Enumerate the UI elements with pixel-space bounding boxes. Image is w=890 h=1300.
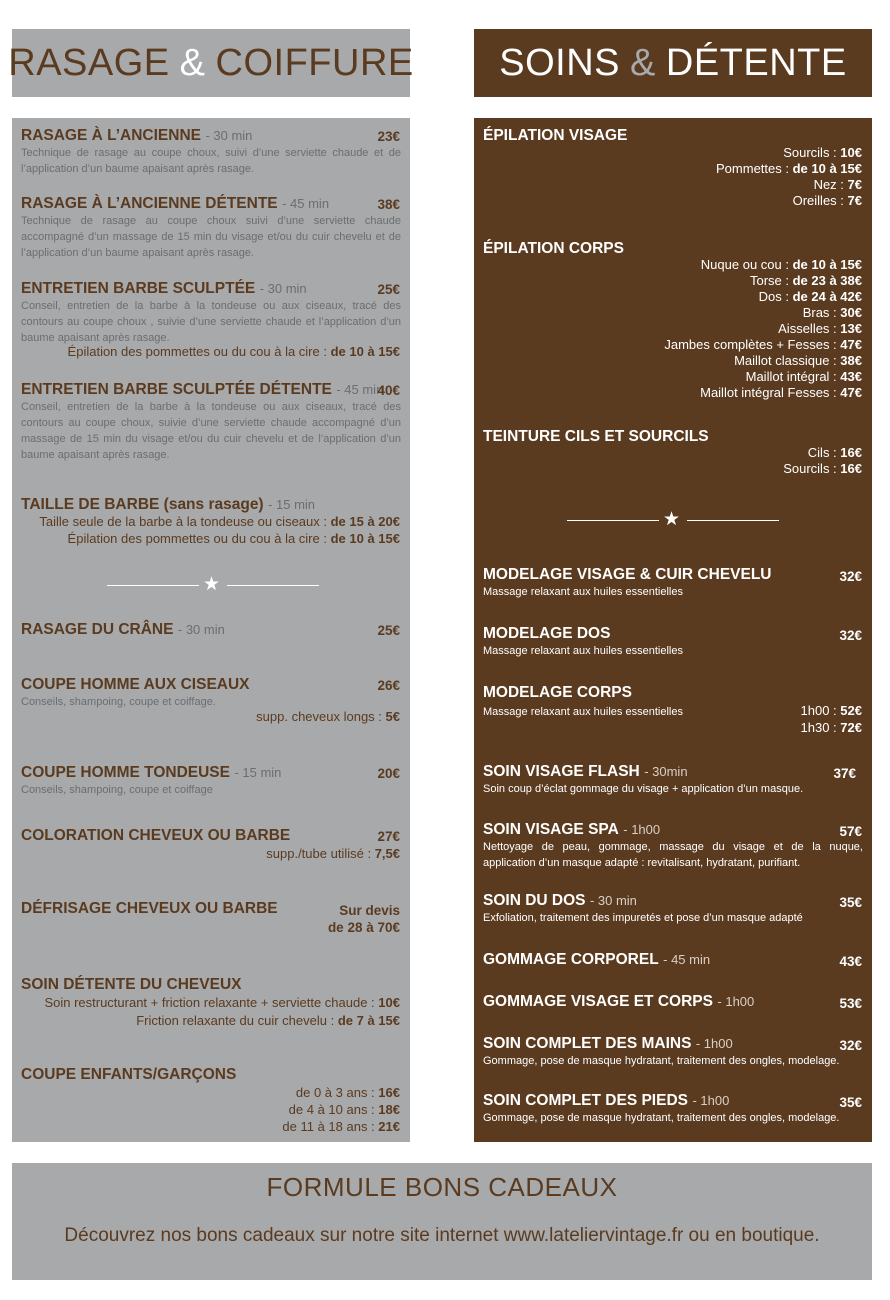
panel-rasage-coiffure	[12, 118, 410, 1142]
option-label: Épilation des pommettes ou du cou à la cire :	[67, 344, 327, 359]
service-title	[483, 993, 754, 1011]
option-label: Maillot intégral Fesses :	[700, 385, 837, 400]
divider-line	[687, 520, 779, 521]
service-price: 32€	[839, 569, 862, 584]
gift-voucher-text: Découvrez nos bons cadeaux sur notre site internet www.lateliervintage.fr ou en boutique.	[64, 1225, 820, 1246]
service-title	[21, 496, 315, 514]
service-duration: - 30 min	[177, 622, 225, 637]
service-duration: - 1h00	[695, 1036, 733, 1051]
option-price: 16€	[378, 1085, 400, 1100]
service-name: GOMMAGE CORPOREL	[483, 951, 659, 968]
service-description: Technique de rasage au coupe choux, suivi d’une serviette chaude et de l’application d’un baume apaisant après rasage.	[21, 147, 401, 175]
service-option-line	[778, 322, 862, 337]
option-price: de 10 à 15€	[792, 161, 862, 176]
service-name: DÉFRISAGE CHEVEUX OU BARBE	[21, 900, 278, 917]
option-price: de 15 à 20€	[330, 514, 400, 529]
option-price: 16€	[840, 445, 862, 460]
option-price: 47€	[840, 385, 862, 400]
option-price: 16€	[840, 461, 862, 476]
option-price: 52€	[840, 703, 862, 718]
service-duration: - 45 min	[336, 382, 384, 397]
option-label: Cils :	[807, 445, 837, 460]
option-price: 7€	[847, 193, 862, 208]
service-description: Massage relaxant aux huiles essentielles	[483, 706, 683, 718]
service-option-line	[68, 345, 400, 360]
header-left-ampersand: &	[179, 41, 206, 84]
service-price: 53€	[839, 996, 862, 1011]
service-name: SOIN DÉTENTE DU CHEVEUX	[21, 976, 242, 993]
service-title	[21, 827, 290, 845]
service-price: 23€	[377, 129, 400, 144]
service-title	[483, 127, 627, 145]
option-label: Jambes complètes + Fesses :	[664, 337, 837, 352]
service-title	[21, 764, 281, 782]
service-description: Exfoliation, traitement des impuretés et pose d’un masque adapté	[483, 912, 803, 924]
option-label: Épilation des pommettes ou du cou à la cire :	[67, 531, 327, 546]
service-duration: - 45 min	[282, 196, 330, 211]
option-label: 1h30 :	[800, 720, 837, 735]
star-icon: ★	[663, 509, 681, 530]
option-label: Sourcils :	[783, 461, 837, 476]
option-label: Bras :	[802, 305, 837, 320]
service-price: 37€	[833, 766, 856, 781]
service-description: Gommage, pose de masque hydratant, traitement des ongles, modelage.	[483, 1055, 840, 1067]
service-title	[21, 381, 383, 399]
service-option-line	[783, 462, 862, 477]
service-price: 20€	[377, 766, 400, 781]
service-price: 35€	[839, 1095, 862, 1110]
option-label: Aisselles :	[778, 321, 837, 336]
service-duration: - 45 min	[663, 952, 711, 967]
service-name: MODELAGE DOS	[483, 625, 611, 642]
service-price: 35€	[839, 895, 862, 910]
service-name: RASAGE DU CRÂNE	[21, 621, 174, 638]
header-right-part1: SOINS	[499, 41, 621, 84]
service-name: COLORATION CHEVEUX OU BARBE	[21, 827, 291, 844]
service-name: MODELAGE VISAGE & CUIR CHEVELU	[483, 566, 772, 583]
service-price: 43€	[839, 954, 862, 969]
service-title	[483, 1092, 729, 1110]
service-title	[483, 625, 610, 643]
option-label: de 4 à 10 ans :	[288, 1102, 375, 1117]
service-title	[483, 892, 637, 910]
service-title	[21, 1066, 236, 1084]
option-price: 7,5€	[374, 846, 400, 861]
header-right-ampersand: &	[630, 41, 656, 84]
option-price: 47€	[840, 337, 862, 352]
service-option-line	[39, 515, 400, 530]
service-duration: - 15 min	[234, 765, 282, 780]
service-name: ÉPILATION VISAGE	[483, 127, 628, 144]
service-option-line	[746, 370, 862, 385]
service-option-line	[734, 354, 862, 369]
option-label: Nuque ou cou :	[700, 257, 789, 272]
service-name: TEINTURE CILS ET SOURCILS	[483, 428, 709, 445]
service-title	[21, 127, 252, 145]
service-title	[483, 684, 632, 702]
option-price: de 23 à 38€	[792, 273, 862, 288]
service-option-line	[44, 996, 400, 1011]
service-option-line	[289, 1103, 400, 1118]
service-name: SOIN COMPLET DES MAINS	[483, 1035, 692, 1052]
option-label: Friction relaxante du cuir chevelu :	[136, 1013, 335, 1028]
service-option-line	[282, 1120, 400, 1135]
option-label: Torse :	[749, 273, 789, 288]
option-price: 13€	[840, 321, 862, 336]
option-price: de 10 à 15€	[792, 257, 862, 272]
option-label: Nez :	[813, 177, 844, 192]
service-title	[21, 195, 329, 213]
service-title	[21, 280, 307, 298]
service-duration: - 30min	[644, 764, 688, 779]
service-name: SOIN DU DOS	[483, 892, 586, 909]
option-label: Maillot intégral :	[745, 369, 837, 384]
header-left-part2: COIFFURE	[215, 41, 414, 84]
service-price: 57€	[839, 824, 862, 839]
service-name: TAILLE DE BARBE (sans rasage)	[21, 496, 264, 513]
service-price: 25€	[377, 623, 400, 638]
header-right-part2: DÉTENTE	[665, 41, 847, 84]
service-option-line	[801, 704, 862, 719]
service-description: Technique de rasage au coupe choux suivi d’une serviette chaude accompagné d’un massage de 15 min du visage et/ou du cuir chevelu et de l’application d’un baume apaisant après rasage.	[21, 215, 401, 259]
service-name: GOMMAGE VISAGE ET CORPS	[483, 993, 713, 1010]
divider-line	[567, 520, 659, 521]
option-price: 5€	[385, 709, 400, 724]
service-option-line	[793, 194, 862, 209]
gift-voucher-banner	[12, 1163, 872, 1280]
service-title	[21, 976, 241, 994]
service-description: Conseils, shampoing, coupe et coiffage	[21, 784, 213, 796]
service-description: Nettoyage de peau, gommage, massage du visage et de la nuque, application d’un masque adapté : revitalisant, hydratant, purifiant.	[483, 841, 863, 869]
option-label: Taille seule de la barbe à la tondeuse ou ciseaux :	[39, 514, 327, 529]
service-option-line	[68, 532, 400, 547]
service-name: COUPE HOMME AUX CISEAUX	[21, 676, 250, 693]
service-duration: - 1h00	[623, 822, 661, 837]
service-duration: - 30 min	[205, 128, 253, 143]
option-label: Dos :	[758, 289, 789, 304]
star-icon: ★	[203, 574, 221, 595]
option-label: Sourcils :	[783, 145, 837, 160]
option-price: 18€	[378, 1102, 400, 1117]
option-price: 10€	[378, 995, 400, 1010]
service-name: RASAGE À L’ANCIENNE DÉTENTE	[21, 195, 278, 212]
service-description: Conseils, shampoing, coupe et coiffage.	[21, 696, 216, 708]
option-price: 30€	[840, 305, 862, 320]
service-price: de 28 à 70€	[327, 920, 400, 935]
service-name: SOIN VISAGE FLASH	[483, 763, 640, 780]
service-option-line	[266, 847, 400, 862]
service-option-line	[759, 290, 862, 305]
service-title	[483, 240, 624, 258]
service-description: Massage relaxant aux huiles essentielles	[483, 586, 683, 598]
service-option-line	[700, 386, 862, 401]
option-price: 38€	[840, 353, 862, 368]
service-option-line	[701, 258, 862, 273]
service-option-line	[808, 446, 862, 461]
service-price: 40€	[377, 383, 400, 398]
service-title	[21, 676, 250, 694]
divider-line	[107, 585, 199, 586]
service-price: 27€	[377, 829, 400, 844]
service-option-line	[783, 146, 862, 161]
option-label: supp. cheveux longs :	[256, 709, 382, 724]
service-description: Massage relaxant aux huiles essentielles	[483, 645, 683, 657]
service-duration: - 1h00	[717, 994, 755, 1009]
service-price: 38€	[377, 197, 400, 212]
option-label: de 0 à 3 ans :	[295, 1085, 375, 1100]
panel-soins-detente	[474, 118, 872, 1142]
divider-line	[227, 585, 319, 586]
option-price: de 24 à 42€	[792, 289, 862, 304]
service-name: ENTRETIEN BARBE SCULPTÉE	[21, 280, 256, 297]
service-option-line	[814, 178, 862, 193]
service-price-quote: Sur devis	[339, 903, 400, 918]
option-label: supp./tube utilisé :	[266, 846, 372, 861]
service-title	[483, 1035, 733, 1053]
service-name: ÉPILATION CORPS	[483, 240, 624, 257]
gift-voucher-title: FORMULE BONS CADEAUX	[266, 1172, 618, 1202]
service-name: COUPE ENFANTS/GARÇONS	[21, 1066, 237, 1083]
service-option-line	[136, 1014, 400, 1029]
option-label: Maillot classique :	[734, 353, 837, 368]
service-title	[483, 763, 688, 781]
service-option-line	[801, 721, 862, 736]
option-label: Oreilles :	[792, 193, 844, 208]
option-price: 21€	[378, 1119, 400, 1134]
option-label: de 11 à 18 ans :	[282, 1119, 375, 1134]
service-price: 26€	[377, 678, 400, 693]
option-label: Pommettes :	[716, 161, 789, 176]
service-name: COUPE HOMME TONDEUSE	[21, 764, 230, 781]
service-name: ENTRETIEN BARBE SCULPTÉE DÉTENTE	[21, 381, 332, 398]
option-price: 7€	[847, 177, 862, 192]
option-label: Soin restructurant + friction relaxante + serviette chaude :	[44, 995, 375, 1010]
service-price: 25€	[377, 282, 400, 297]
service-option-line	[750, 274, 862, 289]
service-price: 32€	[839, 1038, 862, 1053]
service-title	[483, 566, 772, 584]
service-title	[483, 428, 709, 446]
service-title	[483, 951, 710, 969]
service-option-line	[296, 1086, 400, 1101]
service-name: SOIN VISAGE SPA	[483, 821, 619, 838]
service-option-line	[716, 162, 862, 177]
service-price: 32€	[839, 628, 862, 643]
service-description: Conseil, entretien de la barbe à la tondeuse ou aux ciseaux, tracé des contours au coupe choux , suivie d’une serviette chaude et l’application d’un baume apaisant après rasage.	[21, 300, 401, 344]
service-title	[21, 621, 225, 639]
service-option-line	[803, 306, 862, 321]
service-name: RASAGE À L’ANCIENNE	[21, 127, 201, 144]
service-name: SOIN COMPLET DES PIEDS	[483, 1092, 688, 1109]
service-title	[483, 821, 660, 839]
header-rasage-coiffure	[8, 29, 414, 97]
option-price: 72€	[840, 720, 862, 735]
service-duration: - 1h00	[692, 1093, 730, 1108]
service-name: MODELAGE CORPS	[483, 684, 632, 701]
service-duration: - 30 min	[259, 281, 307, 296]
service-option-line	[664, 338, 862, 353]
service-duration: - 30 min	[589, 893, 637, 908]
option-price: de 10 à 15€	[330, 344, 400, 359]
option-price: 10€	[840, 145, 862, 160]
service-title	[21, 900, 278, 918]
option-price: 43€	[840, 369, 862, 384]
option-price: de 10 à 15€	[330, 531, 400, 546]
header-soins-detente	[474, 29, 872, 97]
service-description: Conseil, entretien de la barbe à la tondeuse ou aux ciseaux, tracé des contours au coupe choux, suivie d’une serviette chaude accompagné d’un massage de 15 min du visage et/ou du cuir chevelu et de l’application d’un baume apaisant après rasage.	[21, 401, 401, 461]
service-description: Gommage, pose de masque hydratant, traitement des ongles, modelage.	[483, 1112, 840, 1124]
header-left-part1: RASAGE	[8, 41, 170, 84]
option-price: de 7 à 15€	[337, 1013, 400, 1028]
service-description: Soin coup d’éclat gommage du visage + application d’un masque.	[483, 783, 804, 795]
option-label: 1h00 :	[800, 703, 837, 718]
service-option-line	[256, 710, 400, 725]
service-duration: - 15 min	[268, 497, 316, 512]
